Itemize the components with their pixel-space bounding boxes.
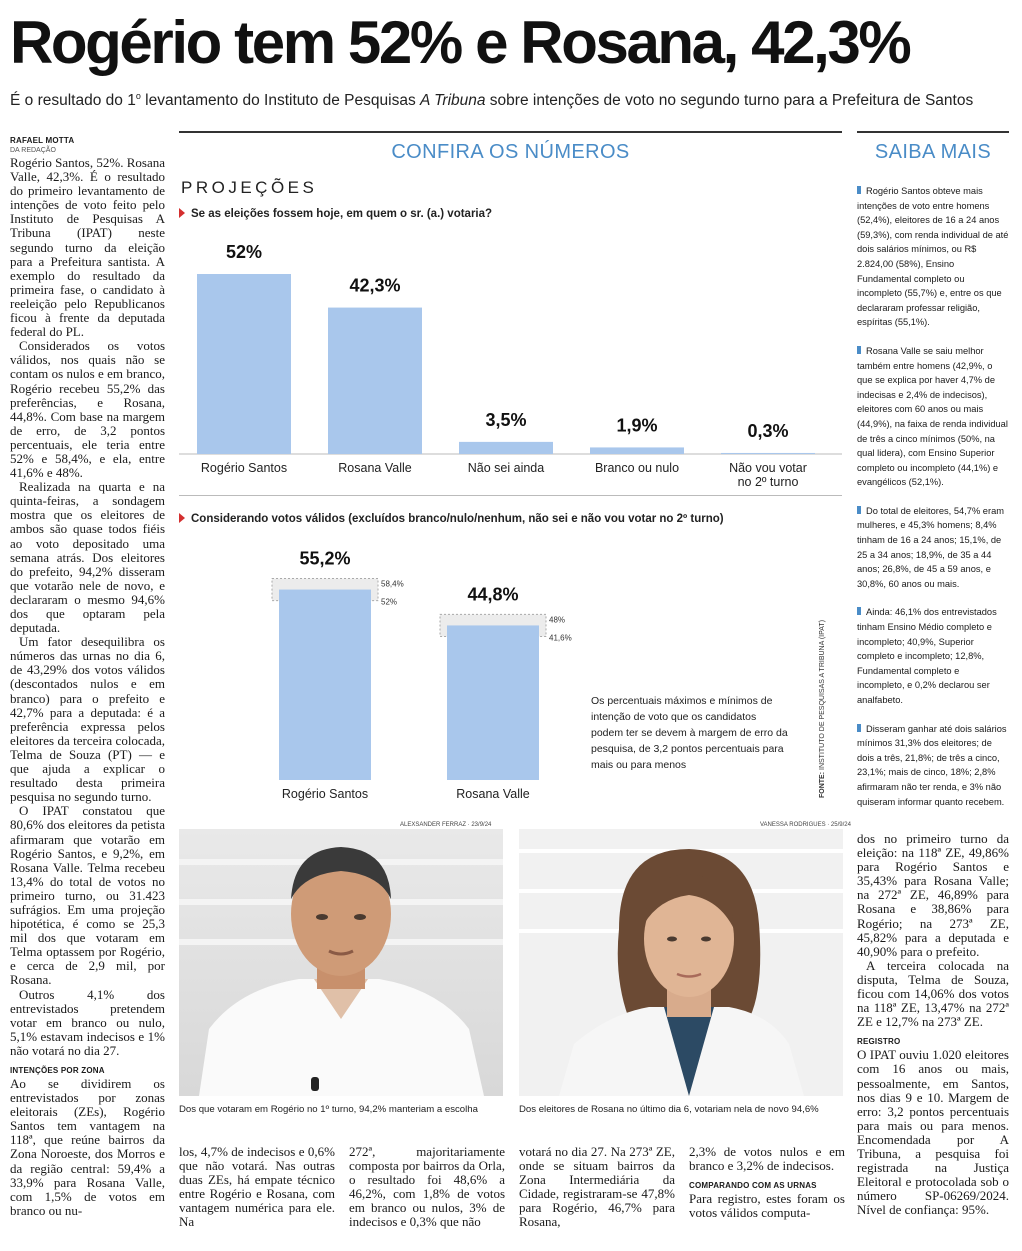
article-paragraph: Considerados os votos válidos, nos quais não se contam os nulos e em branco, Rogério recebeu 55,2% das preferências, e Rosana, 44,8%. Com base na margem de erro, de 3,2 pontos percentuais, ele teria entre 52% e 58,4%, e ela, entre 41,6% e 48%.	[10, 338, 165, 481]
bullet-icon	[857, 724, 861, 732]
infographic-title: CONFIRA OS NÚMEROS	[391, 141, 630, 163]
chart2-category-label: Rosana Valle	[456, 787, 530, 801]
article-paragraph: dos no primeiro turno da eleição: na 118ª ZE, 49,86% para Rogério Santos e 35,43% para Rosana Valle; na 272ª ZE, 46,89% para Rosana e 38,86% para Rogério; na 273ª ZE, 45,82% para a deputada e 40,90% para o prefeito.	[857, 831, 1009, 959]
article-paragraph: Para registro, estes foram os votos válidos computa-	[689, 1191, 845, 1221]
chart1-question: Se as eleições fossem hoje, em quem o sr. (a.) votaria?	[179, 208, 492, 220]
bottom-column	[689, 1145, 845, 1220]
chart1-bar	[721, 453, 815, 454]
article-paragraph: O IPAT ouviu 1.020 eleitores com 16 anos ou mais, pessoalmente, em Santos, nos dias 9 e 10. Margem de erro: 3,2 pontos percentuais para mais ou para menos. Encomendada por A Tribuna, a pesquisa foi registrada na Justiça Eleitoral e protocolada sob o número SP-06269/2024. Nível de confiança: 95%.	[857, 1047, 1009, 1218]
saiba-mais-title: SAIBA MAIS	[874, 141, 992, 163]
chart1-category-label: no 2º turno	[737, 475, 799, 489]
left-article-column	[10, 136, 165, 1218]
margin-explanation: Os percentuais máximos e mínimos de intenção de voto que os candidatos podem ter se devem à margem de erro da pesquisa, de 3,2 pontos percentuais para mais ou para menos	[591, 695, 788, 771]
article-paragraph: Ao se dividirem os entrevistados por zonas eleitorais (ZEs), Rogério Santos tem vantagem na 118ª, que reúne bairros da Zona Noroeste, dos Morros e da região central: 59,4% a 33,9% para Rosana Valle, com 1,5% de votos em branco ou nu-	[10, 1076, 165, 1218]
article-paragraph: O IPAT constatou que 80,6% dos eleitores da petista afirmaram que votarão em Rogério Santos, e 9,2%, em Rosana Valle. Telma recebeu 13,4% do total de votos no primeiro turno, ou 31.423 sufrágios. Em uma projeção hipotética, é como se 25,3 mil dos que votaram em Telma optassem por Rogério, e cerca de 2,9 mil, por Rosana.	[10, 803, 165, 988]
chart1-category-label: Não vou votar	[729, 461, 807, 475]
headline: Rogério tem 52% e Rosana, 42,3%	[10, 9, 910, 76]
fact-item: Disseram ganhar até dois salários mínimos 31,3% dos eleitores; de dois a três, 21,8%; de três a cinco, 23,1%; mais de cinco, 18%; 2,8% afirmaram não ter renda, e 3% não quiseram informar quanto recebem.	[857, 723, 1007, 807]
article-paragraph: 272ª, majoritariamente composta por bairros da Orla, o resultado foi 48,6% a 46,2%, com 1,8% de votos em branco ou nulos, 3% de indecisos e 0,3% que não	[349, 1144, 505, 1230]
article-paragraph: Outros 4,1% dos entrevistados pretendem votar em branco ou nulo, 5,1% estavam indecisos e 1% não votará no dia 27.	[10, 986, 165, 1058]
infographic-subtitle: PROJEÇÕES	[181, 178, 318, 197]
fact-item: Rogério Santos obteve mais intenções de voto entre homens (52,4%), eleitores de 16 a 24 anos (59,3%), com renda individual de até dois salários mínimos, ou R$ 2.824,00 (58%), Ensino Fundamental completo ou incompleto (55,7%) e, entre os que declararam professar religião, espíritas (55,1%).	[857, 186, 1009, 328]
chart1-category-label: Não sei ainda	[467, 461, 545, 475]
chart1-value-label: 52%	[225, 242, 263, 262]
chart2-question: Considerando votos válidos (excluídos branco/nulo/nenhum, não sei e não vou votar no 2º turno)	[179, 513, 724, 525]
section-title: INTENÇÕES POR ZONA	[10, 1066, 105, 1075]
fact-item: Rosana Valle se saiu melhor também entre homens (42,9%, o que se explica por haver 4,7% de indecisas e 2,4% de indecisos), eleitores com 60 anos ou mais (44,9%), na faixa de renda individual de três a cinco mínimos (50%, na qual lidera), com Ensino Superior completo ou incompleto (44,1%) e evangélicos (52,1%).	[857, 345, 1008, 488]
chart1-value-label: 1,9%	[616, 415, 658, 436]
article-paragraph: los, 4,7% de indecisos e 0,6% que não votará. Nas outras duas ZEs, há empate técnico entre Rogério e Rosana, com vantagem numérica para ele. Na	[179, 1144, 335, 1230]
chart2-category-label: Rogério Santos	[281, 787, 369, 801]
right-article-column	[857, 832, 1009, 1217]
bottom-column	[349, 1145, 505, 1230]
article-paragraph: Um fator desequilibra os números das urnas no dia 6, de 43,29% dos votos válidos (descontados nulos e em branco) para o prefeito e 42,7% para a deputada: é a preferência expressa pelos eleitores da terceira colocada, Telma de Souza (PT) — e que ajuda a explicar o resultado desta primeira pesquisa no segundo turno.	[10, 634, 165, 805]
chart1-bar	[197, 274, 291, 454]
subheadline: É o resultado do 1$^o$ levantamento do Instituto de Pesquisas A Tribuna sobre intenções de voto no segundo turno para a Prefeitura de Santos	[10, 91, 974, 110]
article-paragraph: Rogério Santos, 52%. Rosana Valle, 42,3%. É o resultado do primeiro levantamento de intenções de voto feito pelo Instituto de Pesquisas A Tribuna (IPAT) neste segundo turno da eleição para a Prefeitura santista. A exemplo do resultado da primeira fase, o candidato à reeleição pelo Republicanos ficou à frente da deputada federal do PL.	[10, 155, 165, 340]
chart1-bar	[459, 442, 553, 454]
infographic	[179, 131, 842, 811]
article-paragraph: 2,3% de votos nulos e em branco e 3,2% de indecisos.	[689, 1144, 845, 1174]
chart1-bar	[590, 447, 684, 454]
divider	[179, 495, 842, 496]
bottom-column	[179, 1145, 335, 1230]
photo-credit: VANESSA RODRIGUES · 25/9/24	[760, 822, 851, 828]
chart1-value-label: 0,3%	[747, 420, 789, 441]
triangle-icon	[179, 208, 185, 218]
chart2-bar	[279, 590, 371, 780]
chart1-value-label: 42,3%	[349, 275, 401, 296]
chart2-min-label: 52%	[381, 597, 398, 607]
chart2-max-label: 48%	[549, 615, 566, 625]
saiba-mais-box	[857, 131, 1009, 823]
photo-caption: Dos eleitores de Rosana no último dia 6, votariam nela de novo 94,6%	[519, 1104, 819, 1115]
byline-desk: DA REDAÇÃO	[10, 147, 56, 154]
bullet-icon	[857, 346, 861, 354]
chart1-value-label: 3,5%	[485, 409, 527, 430]
section-title: COMPARANDO COM AS URNAS	[689, 1181, 817, 1191]
chart1-category-label: Rosana Valle	[338, 461, 412, 475]
article-body	[10, 156, 165, 1058]
chart1-bar	[328, 308, 422, 454]
chart2-bar	[447, 625, 539, 780]
bullet-icon	[857, 506, 861, 514]
chart2-min-label: 41,6%	[549, 633, 572, 643]
chart2-max-label: 58,4%	[381, 579, 404, 589]
chart1-svg	[179, 228, 842, 493]
fact-item: Ainda: 46,1% dos entrevistados tinham Ensino Médio completo e incompleto; 40,9%, Superior completo e incompleto; 12,8%, Fundamental completo e incompleto, e 0,2% declarou ser analfabeto.	[857, 607, 997, 705]
chart1-category-label: Rogério Santos	[200, 461, 288, 475]
chart2-value-label: 55,2%	[299, 548, 351, 569]
photo-rosana-valle	[519, 829, 843, 1096]
bullet-icon	[857, 186, 861, 194]
photo-rogerio-santos	[179, 829, 503, 1096]
article-paragraph: Realizada na quarta e na quinta-feiras, a sondagem mostra que os eleitores de ambos são quase todos fiéis ao voto depositado uma semana atrás. Dos eleitores do prefeito, 94,2% disseram que votarão nele de novo, e declararam o mesmo 94,6% dos que optaram pela deputada.	[10, 479, 165, 636]
photo-caption: Dos que votaram em Rogério no 1º turno, 94,2% manteriam a escolha	[179, 1104, 478, 1115]
article-paragraph: A terceira colocada na disputa, Telma de Souza, ficou com 14,06% dos votos na 118ª ZE, 13,47% na 272ª ZE e 12,7% na 273ª ZE.	[857, 957, 1009, 1030]
byline-author: RAFAEL MOTTA	[10, 136, 75, 145]
triangle-icon	[179, 513, 185, 523]
bottom-column	[519, 1145, 675, 1230]
fact-item: Do total de eleitores, 54,7% eram mulheres, e 45,3% homens; 8,4% tinham de 16 a 24 anos; 15,1%, de 25 a 34 anos; 18,9%, de 35 a 44 anos; 26,8%, de 45 a 59 anos, e 30,8%, 60 anos ou mais.	[857, 505, 1004, 589]
source-note: FONTE: INSTITUTO DE PESQUISAS A TRIBUNA (IPAT)	[819, 619, 826, 798]
bullet-icon	[857, 607, 861, 615]
article-paragraph: votará no dia 27. Na 273ª ZE, onde se situam bairros da Zona Intermediária da Cidade, registraram-se 47,8% para Rogério, 46,7% para Rosana,	[519, 1144, 675, 1230]
photo-credit: ALEXSANDER FERRAZ · 23/9/24	[400, 822, 492, 828]
chart1-category-label: Branco ou nulo	[594, 461, 680, 475]
chart2-value-label: 44,8%	[467, 584, 519, 605]
section-title: REGISTRO	[857, 1037, 901, 1047]
